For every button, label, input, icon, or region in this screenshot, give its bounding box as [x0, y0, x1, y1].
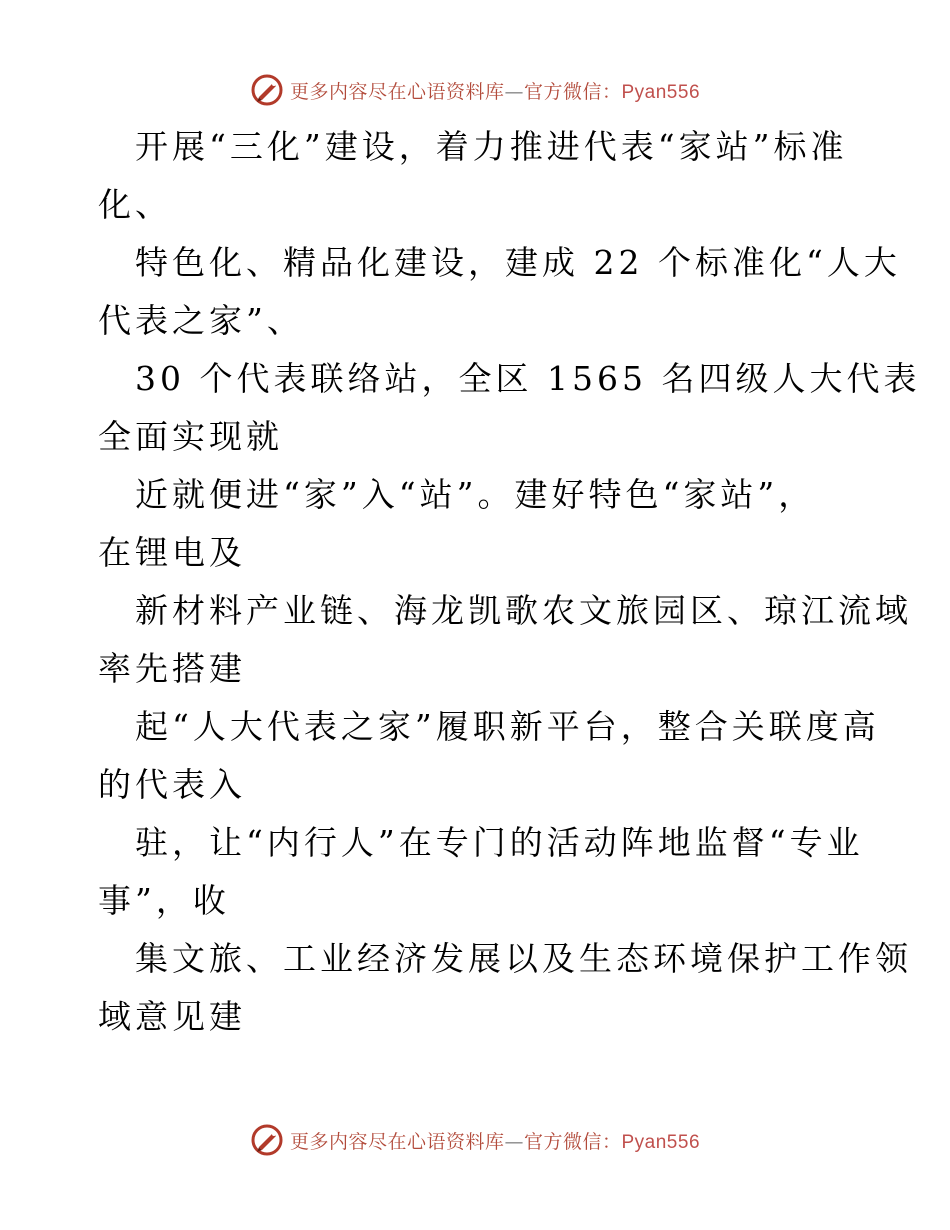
text-line: 开展“三化”建设，着力推进代表“家站”标准	[135, 127, 848, 166]
text-line: 在锂电及	[98, 533, 246, 572]
paragraph	[98, 814, 864, 930]
watermark-wechat-label: 官方微信：	[523, 80, 622, 103]
text-line: 域意见建	[98, 997, 246, 1036]
watermark-wechat-id: Pyan556	[621, 81, 701, 103]
text-line: 起“人大代表之家”履职新平台，整合关联度高	[135, 707, 880, 746]
paragraph	[98, 930, 912, 1046]
text-line: 全面实现就	[98, 417, 283, 456]
document-body	[98, 118, 921, 1046]
text-line: 率先搭建	[98, 649, 246, 688]
paragraph	[98, 234, 901, 350]
footer-watermark	[0, 1120, 950, 1160]
text-line: 化、	[98, 185, 172, 224]
paragraph	[98, 698, 880, 814]
header-watermark	[0, 70, 950, 110]
paragraph	[98, 582, 912, 698]
watermark-wechat-id: Pyan556	[621, 1131, 701, 1153]
text-line: 事”，收	[98, 881, 230, 920]
paragraph	[98, 466, 858, 582]
text-line: 30 个代表联络站，全区 1565 名四级人大代表	[135, 359, 921, 398]
text-line: 新材料产业链、海龙凯歌农文旅园区、琼江流域	[135, 591, 912, 630]
watermark-text: 更多内容尽在心语资料库	[289, 1130, 505, 1153]
seal-logo-icon	[250, 73, 284, 107]
text-line: 集文旅、工业经济发展以及生态环境保护工作领	[135, 939, 912, 978]
watermark-dash: —	[504, 1130, 524, 1153]
watermark-text: 更多内容尽在心语资料库	[289, 80, 505, 103]
text-line: 特色化、精品化建设，建成 22 个标准化“人大	[135, 243, 901, 282]
text-line: 代表之家”、	[98, 301, 304, 340]
watermark-dash: —	[504, 80, 524, 103]
text-line: 的代表入	[98, 765, 246, 804]
seal-logo-icon	[250, 1123, 284, 1157]
watermark-wechat-label: 官方微信：	[523, 1130, 622, 1153]
paragraph	[98, 118, 858, 234]
paragraph	[98, 350, 921, 466]
text-line: 驻，让“内行人”在专门的活动阵地监督“专业	[135, 823, 864, 862]
text-line: 近就便进“家”入“站”。建好特色“家站”，	[135, 475, 816, 514]
